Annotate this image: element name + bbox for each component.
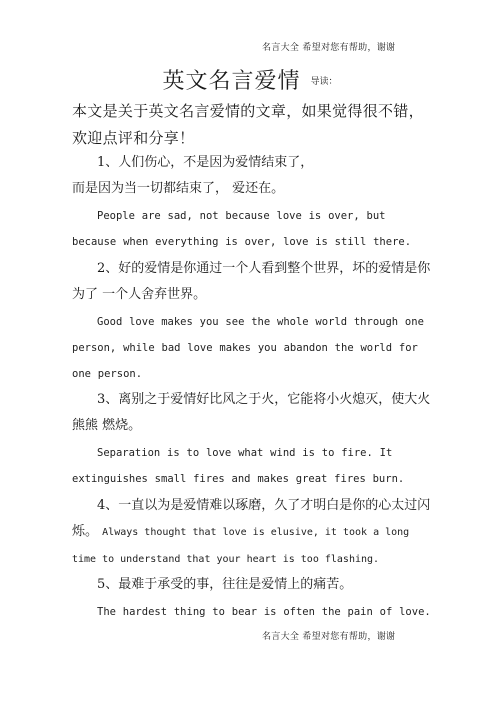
quote-4-block	[72, 493, 432, 573]
quote-1-english: People are sad, not because love is over, but because when everything is over, love is still there.	[72, 210, 412, 248]
footer-note: 名言大全 希望对您有帮助，谢谢	[262, 632, 396, 642]
quote-4-english: Always thought that love is elusive, it took a long time to understand that your heart is too flashing.	[72, 527, 410, 565]
header-note: 名言大全 希望对您有帮助，谢谢	[262, 43, 396, 53]
quote-3-chinese: 3、离别之于爱情好比风之于火，它能将小火熄灭，使大火熊熊 燃烧。	[72, 392, 431, 433]
quote-1-chinese-continued: 而是因为当一切都结束了， 爱还在。	[72, 181, 285, 196]
guide-label: 导读：	[310, 77, 338, 87]
quote-2-english: Good love makes you see the whole world through one person, while bad love makes you abandon the world for one person.	[72, 316, 424, 380]
quote-5-chinese: 5、最难于承受的事，往往是爱情上的痛苦。	[97, 577, 353, 592]
title-row	[0, 64, 500, 95]
quote-1-chinese: 1、人们伤心，不是因为爱情结束了，	[97, 155, 314, 170]
quote-2-chinese: 2、好的爱情是你通过一个人看到整个世界，坏的爱情是你为了 一个人舍弃世界。	[72, 261, 431, 302]
intro-paragraph: 本文是关于英文名言爱情的文章，如果觉得很不错，欢迎点评和分享！	[72, 102, 424, 147]
quote-5-english: The hardest thing to bear is often the pain of love.	[97, 606, 431, 618]
quote-3-english: Separation is to love what wind is to fire. It extinguishes small fires and makes great fires burn.	[72, 447, 405, 485]
page-title: 英文名言爱情	[162, 69, 301, 94]
quote-4-chinese: 4、一直以为是爱情难以琢磨，久了才明白是你的心太过闪烁。	[72, 498, 431, 539]
